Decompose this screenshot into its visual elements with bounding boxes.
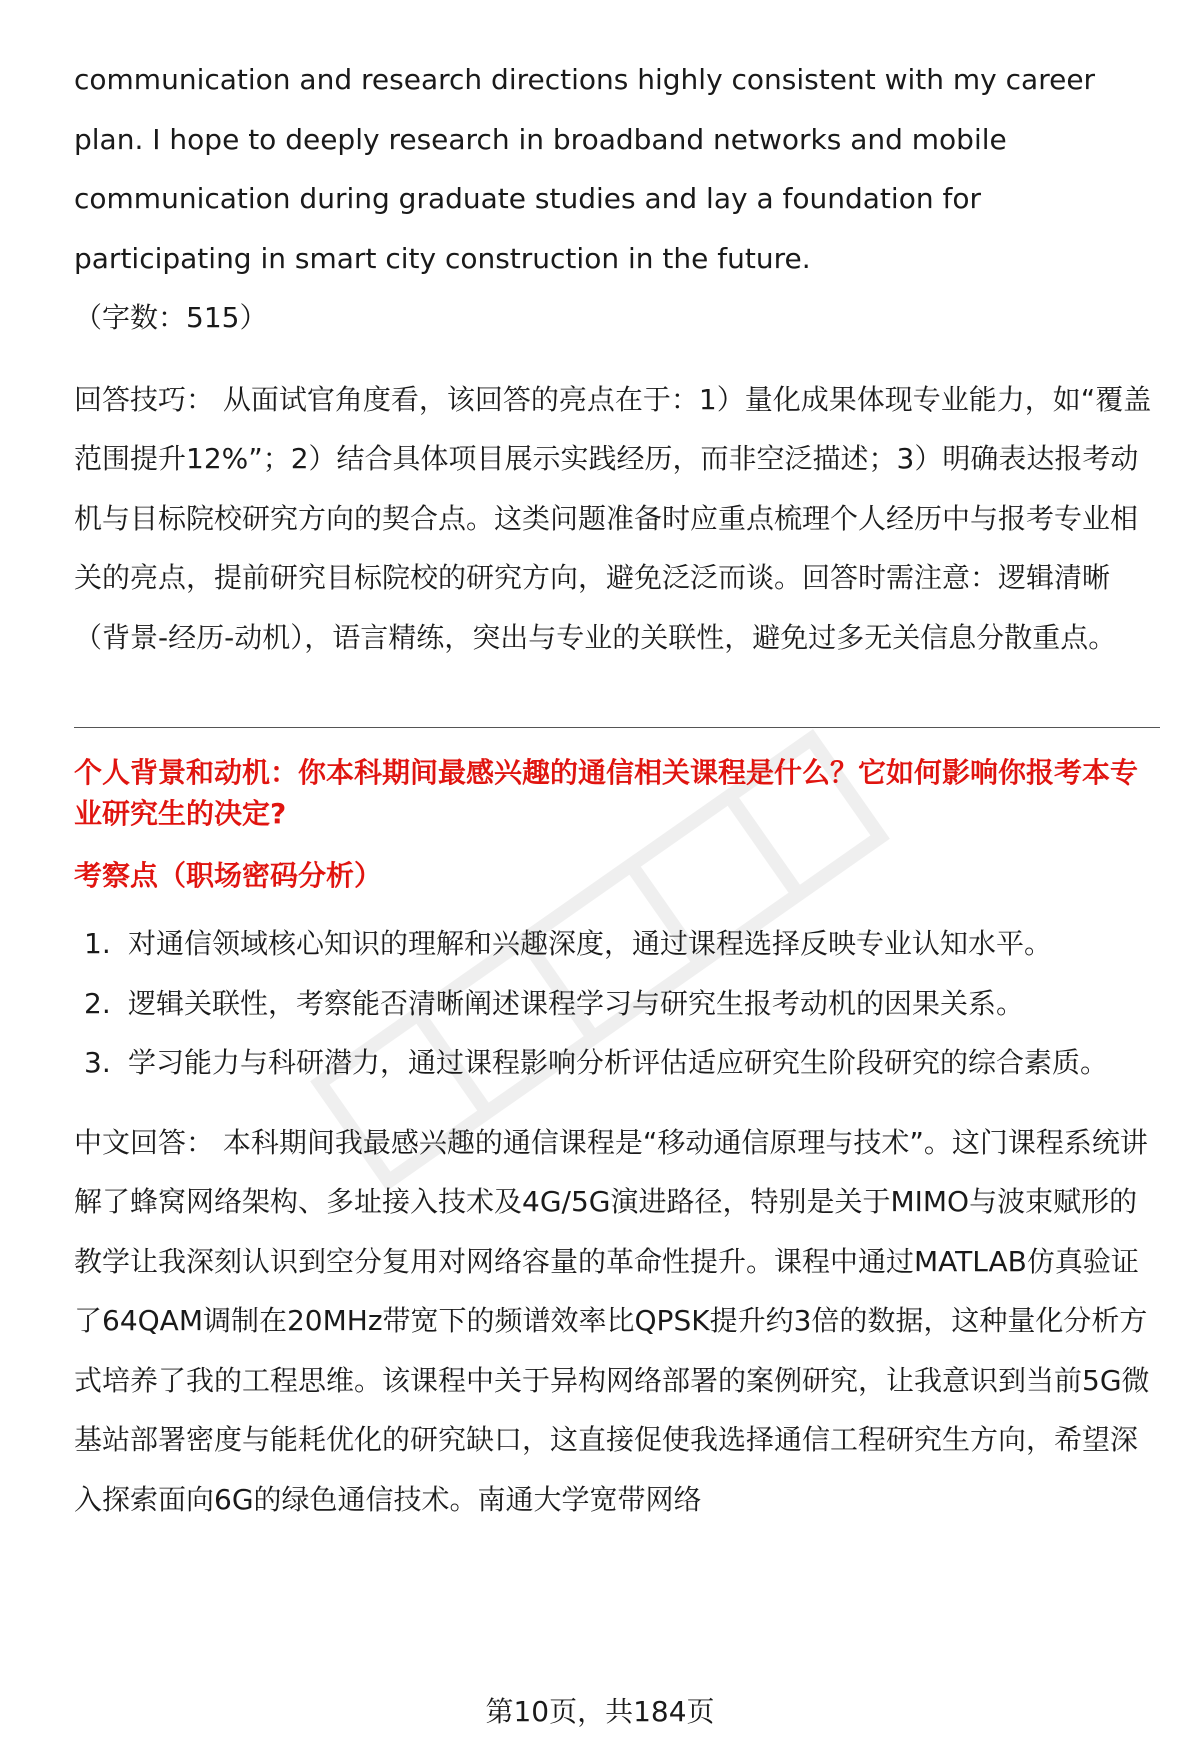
question-heading: 个人背景和动机：你本科期间最感兴趣的通信相关课程是什么？它如何影响你报考本专业研究生的决定?	[74, 756, 1139, 830]
assessment-points-list	[74, 914, 1160, 1093]
section-title: 考察点（职场密码分析）	[74, 859, 383, 892]
list-item	[74, 974, 1160, 1034]
list-number: 2.	[84, 986, 111, 1020]
list-number: 3.	[84, 1046, 111, 1079]
section-divider	[74, 727, 1160, 728]
answer-tips: 回答技巧： 从面试官角度看，该回答的亮点在于：1）量化成果体现专业能力，如“覆盖范围提升12%”；2）结合具体项目展示实践经历，而非空泛描述；3）明确表达报考动机与目标院校研究方向的契合点。这类问题准备时应重点梳理个人经历中与报考专业相关的亮点，提前研究目标院校的研究方向，避免泛泛而谈。回答时需注意：逻辑清晰（背景-经历-动机），语言精练，突出与专业的关联性，避免过多无关信息分散重点。	[74, 382, 1152, 654]
list-item-text: 对通信领域核心知识的理解和兴趣深度，通过课程选择反映专业认知水平。	[128, 927, 1053, 960]
chinese-answer: 中文回答： 本科期间我最感兴趣的通信课程是“移动通信原理与技术”。这门课程系统讲解了蜂窝网络架构、多址接入技术及4G/5G演进路径，特别是关于MIMO与波束赋形的教学让我深刻认识到空分复用对网络容量的革命性提升。课程中通过MATLAB仿真验证了64QAM调制在20MHz带宽下的频谱效率比QPSK提升约3倍的数据，这种量化分析方式培养了我的工程思维。该课程中关于异构网络部署的案例研究，让我意识到当前5G微基站部署密度与能耗优化的研究缺口，这直接促使我选择通信工程研究生方向，希望深入探索面向6G的绿色通信技术。南通大学宽带网络	[74, 1125, 1150, 1516]
list-item	[74, 914, 1160, 974]
list-item-text: 逻辑关联性，考察能否清晰阐述课程学习与研究生报考动机的因果关系。	[128, 986, 1025, 1020]
list-item-text: 学习能力与科研潜力，通过课程影响分析评估适应研究生阶段研究的综合素质。	[128, 1046, 1109, 1079]
page-footer: 第10页，共184页	[485, 1695, 715, 1728]
list-item	[74, 1033, 1160, 1093]
list-number: 1.	[84, 927, 111, 960]
continued-paragraph: communication and research directions highly consistent with my career plan. I hope to deeply research in broadband networks and mobile communication during graduate studies and lay a foundation for participating in smart city construction in the future.	[74, 63, 1096, 275]
word-count: （字数：515）	[74, 301, 268, 334]
document-page	[74, 50, 1160, 1529]
